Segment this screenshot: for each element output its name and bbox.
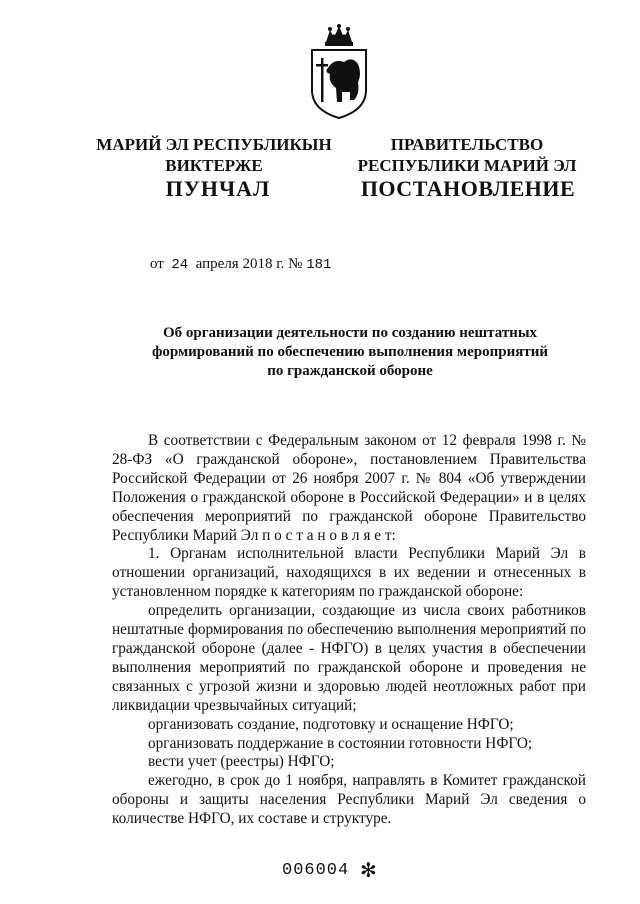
- header-left-line1: МАРИЙ ЭЛ РЕСПУБЛИКЫН: [96, 135, 332, 154]
- header-right-line2: РЕСПУБЛИКИ МАРИЙ ЭЛ: [357, 156, 577, 175]
- body-paragraph-define-orgs: определить организации, создающие из числа своих работников нештатные формирования по обеспечению выполнения мероприятий по гражданской обороне (далее - НФГО) в целях участия в обеспечении выполнения мероприятий по гражданской обороне и проведения не связанных с угрозой жизни и здоровью людей неотложных работ при ликвидации чрезвычайных ситуаций;: [112, 602, 586, 714]
- decree-number: 181: [306, 257, 332, 273]
- body-paragraph-preamble: В соответствии с Федеральным законом от 12 февраля 1998 г. № 28-ФЗ «О гражданской обороне», постановлением Правительства Российской Федерации от 26 ноября 2007 г. № 804 «Об утверждении Положения о гражданской обороне в Российской Федерации» и в целях обеспечения мероприятий по гражданской обороне Правительство Республики Марий Эл п о с т а н о в л я е т:: [112, 432, 586, 544]
- coat-of-arms-emblem-icon: [304, 24, 374, 120]
- header-marii-name: [88, 134, 340, 176]
- asterisk-mark-icon: ✻: [360, 860, 377, 882]
- date-prefix: от: [150, 256, 164, 272]
- body-paragraph-item-1: 1. Органам исполнительной власти Республики Марий Эл в отношении организаций, находящихся в их ведении и отнесенных в установленном порядке к категориям по гражданской обороне:: [112, 545, 586, 601]
- decree-date-line: [150, 256, 550, 273]
- form-serial-number: 006004: [282, 861, 350, 880]
- header-russian-name: [352, 134, 582, 176]
- header-left-line2: ВИКТЕРЖЕ: [165, 156, 263, 175]
- body-paragraph-organize-creation: организовать создание, подготовку и оснащение НФГО;: [148, 715, 514, 733]
- header-right-line1: ПРАВИТЕЛЬСТВО: [390, 135, 544, 154]
- date-month-year: апреля 2018 г. №: [195, 256, 303, 272]
- decree-body: [112, 432, 586, 829]
- body-paragraph-maintain-readiness: организовать поддержание в состоянии готовности НФГО;: [148, 734, 533, 752]
- decree-title-marii: ПУНЧАЛ: [165, 176, 271, 201]
- body-paragraph-annual-report: ежегодно, в срок до 1 ноября, направлять в Комитет гражданской обороны и защиты населения Республики Марий Эл сведения о количестве НФГО, их составе и структуре.: [112, 772, 586, 828]
- date-day: 24: [171, 257, 189, 273]
- body-paragraph-keep-records: вести учет (реестры) НФГО;: [148, 753, 335, 771]
- decree-title-russian: ПОСТАНОВЛЕНИЕ: [360, 176, 576, 201]
- decree-subject: Об организации деятельности по созданию нештатных формирований по обеспечению выполнения мероприятий по гражданской обороне: [151, 325, 549, 379]
